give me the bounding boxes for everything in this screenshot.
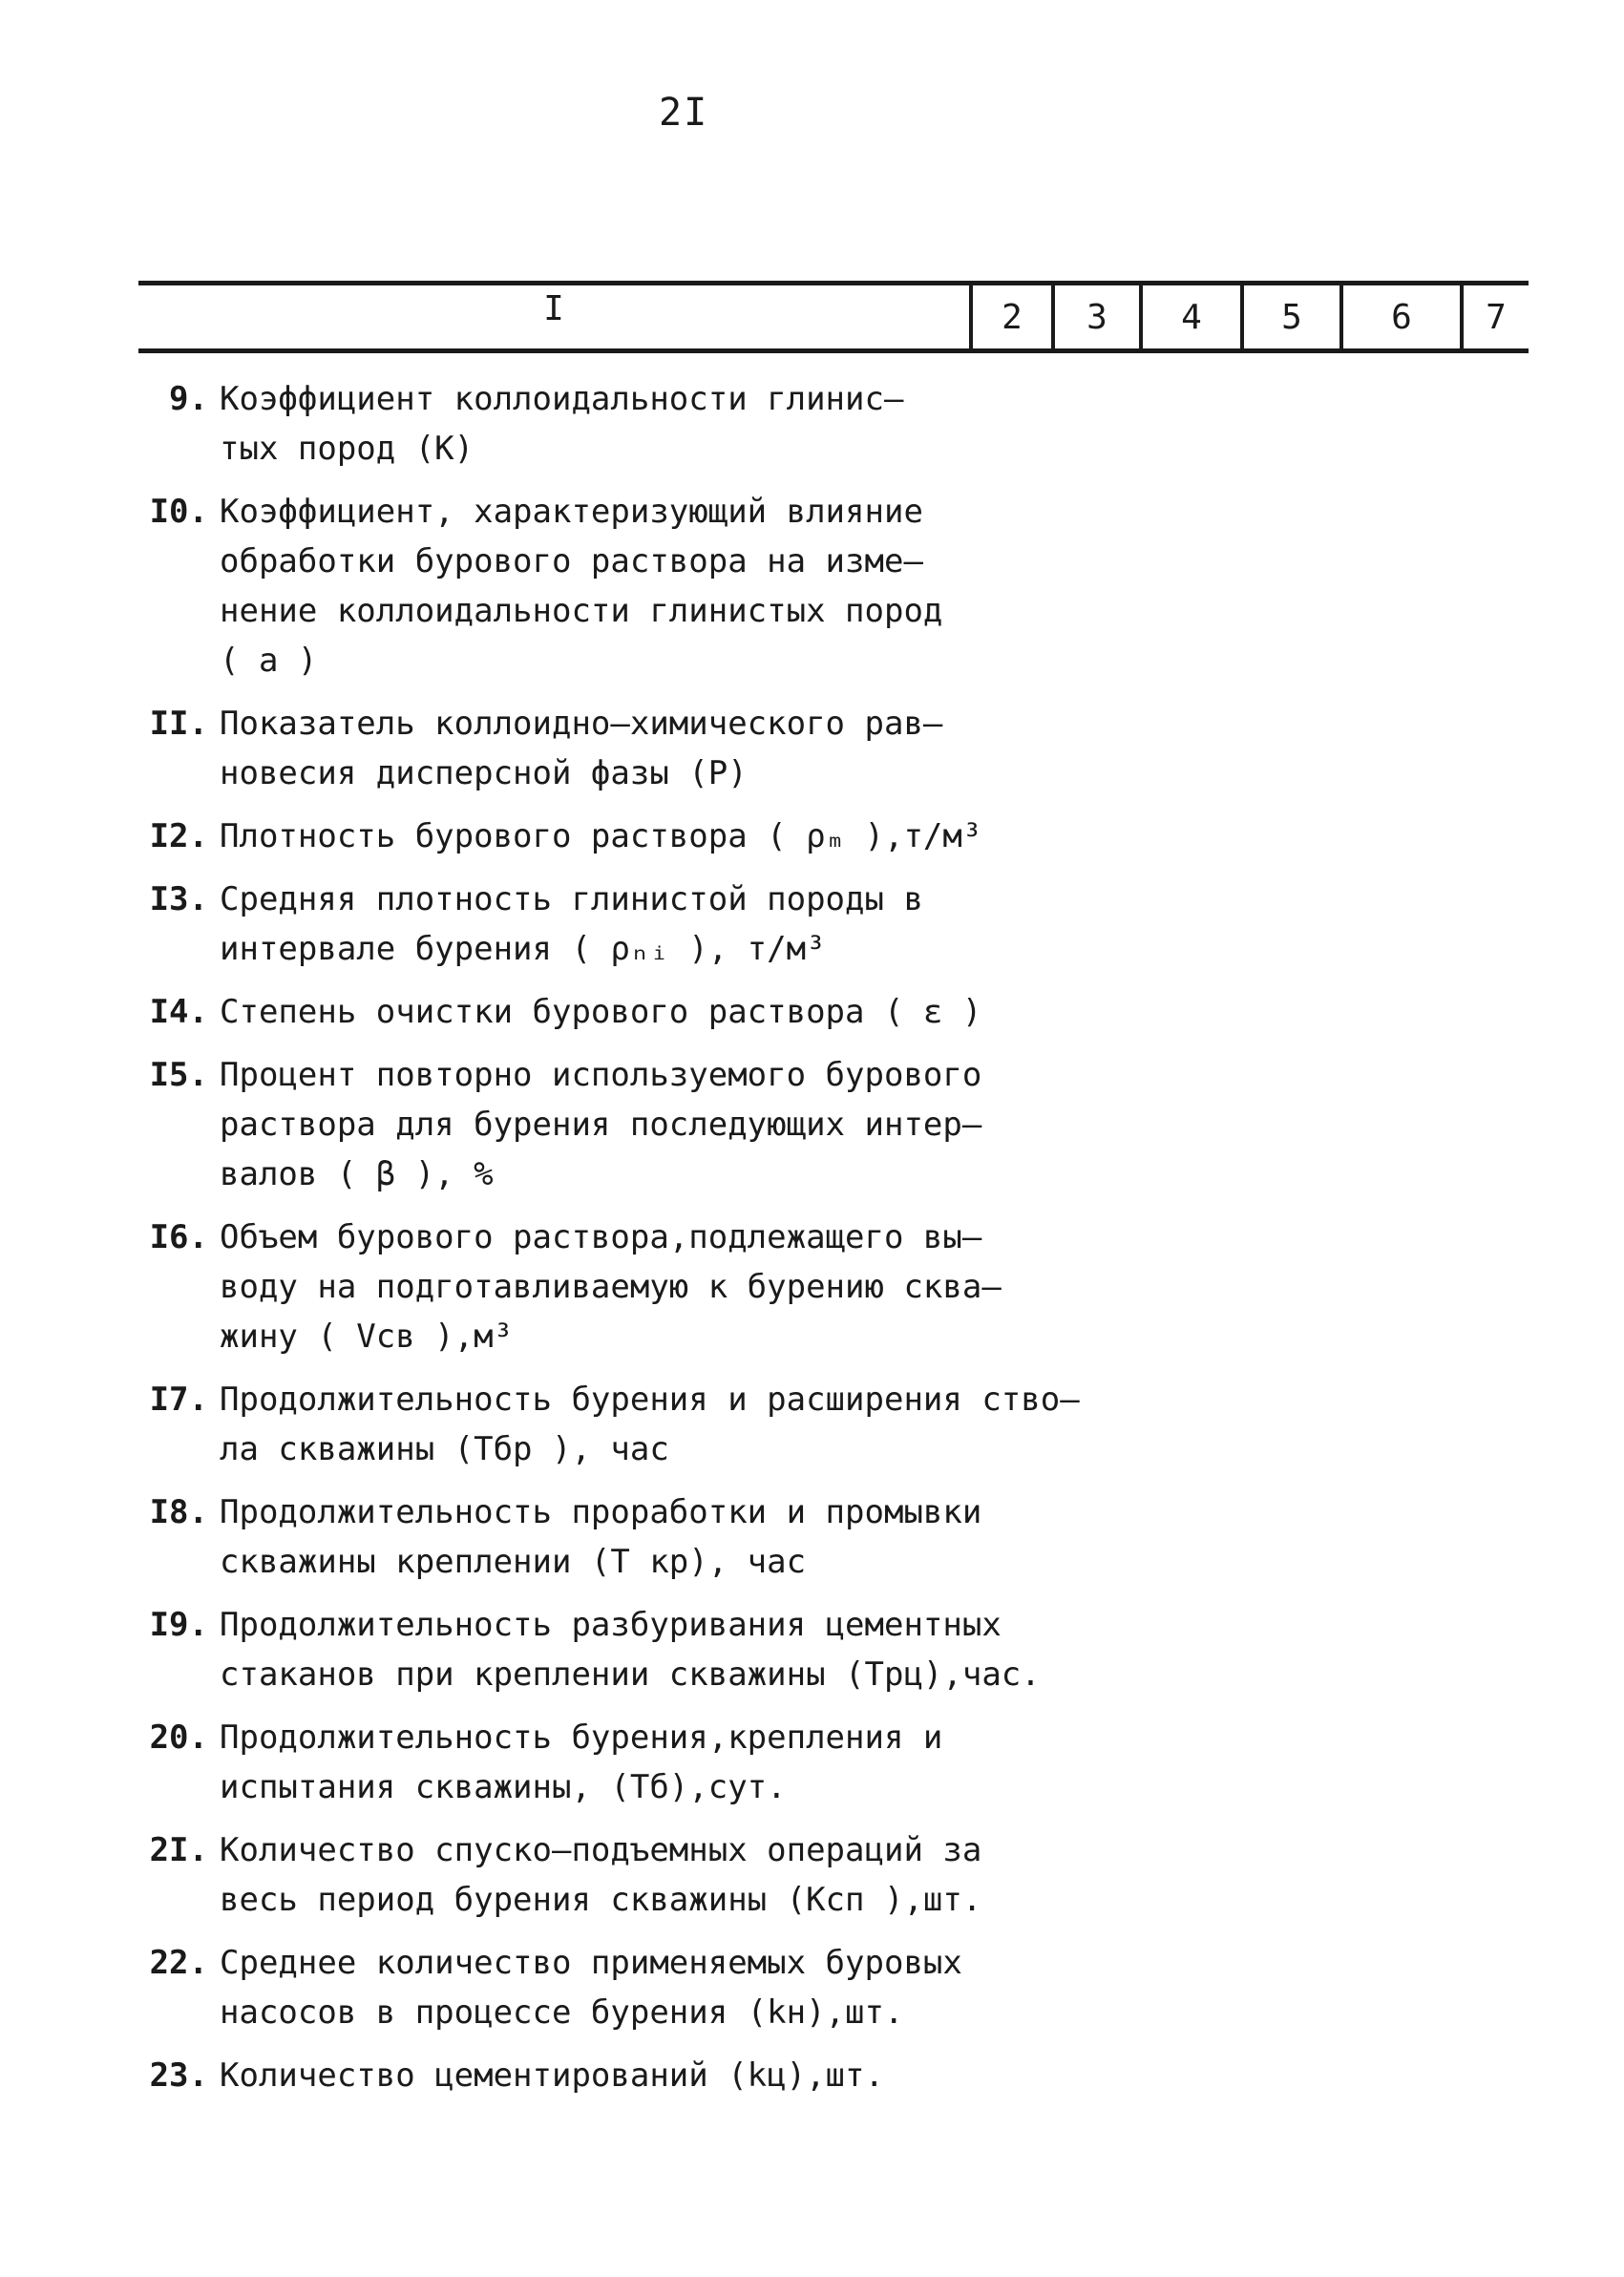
item-text — [220, 812, 1136, 861]
item-line: Показатель коллоидно–химического рав– — [220, 705, 943, 743]
item-line: Количество цементирований (kц),шт. — [220, 2056, 884, 2095]
item-line: Объем бурового раствора,подлежащего вы– — [220, 1218, 982, 1256]
item-text — [220, 487, 1136, 685]
item-number: I4. — [149, 993, 208, 1031]
item-line: скважины креплении (Т кр), час — [220, 1543, 807, 1581]
item-line: Плотность бурового раствора ( ρₘ ),т/м³ — [220, 817, 982, 855]
item-number: I3. — [149, 880, 208, 918]
item-line: ла скважины (Тбр ), час — [220, 1430, 669, 1468]
parameter-list — [124, 374, 1136, 2114]
item-line: нение коллоидальности глинистых пород — [220, 592, 943, 630]
item-line: Средняя плотность глинистой породы в — [220, 880, 923, 918]
column-header-2: 2 — [969, 285, 1051, 348]
list-item — [124, 1825, 1136, 1925]
item-number: 23. — [149, 2056, 208, 2095]
item-text — [220, 699, 1136, 798]
item-line: стаканов при креплении скважины (Трц),час. — [220, 1655, 1041, 1694]
item-text — [220, 1050, 1136, 1199]
list-item — [124, 1050, 1136, 1199]
list-item — [124, 987, 1136, 1037]
item-line: валов ( β ), % — [220, 1155, 494, 1193]
item-line: Коэффициент коллоидальности глинис– — [220, 380, 904, 418]
item-number: I7. — [149, 1381, 208, 1419]
item-line: новесия дисперсной фазы (Р) — [220, 754, 748, 792]
item-number: II. — [149, 705, 208, 743]
list-item — [124, 1487, 1136, 1587]
item-line: обработки бурового раствора на изме– — [220, 542, 923, 580]
item-number: I6. — [149, 1218, 208, 1256]
column-header-5: 5 — [1240, 285, 1339, 348]
list-item — [124, 699, 1136, 798]
item-text — [220, 1487, 1136, 1587]
list-item — [124, 1938, 1136, 2037]
column-header-7: 7 — [1460, 285, 1529, 348]
list-item — [124, 812, 1136, 861]
item-line: Процент повторно используемого бурового — [220, 1056, 982, 1094]
list-item — [124, 1713, 1136, 1812]
item-line: Степень очистки бурового раствора ( ε ) — [220, 993, 982, 1031]
list-item — [124, 374, 1136, 474]
list-item — [124, 1600, 1136, 1699]
item-line: насосов в процессе бурения (kн),шт. — [220, 1993, 904, 2032]
column-header-1: I — [543, 289, 564, 328]
item-text — [220, 1825, 1136, 1925]
column-header-6: 6 — [1339, 285, 1460, 348]
item-number: I8. — [149, 1493, 208, 1531]
item-line: Коэффициент, характеризующий влияние — [220, 493, 923, 531]
item-number: I9. — [149, 1606, 208, 1644]
item-text — [220, 374, 1136, 474]
item-text — [220, 2051, 1136, 2100]
list-item — [124, 1375, 1136, 1474]
list-item — [124, 2051, 1136, 2100]
page-number: 2I — [659, 91, 709, 135]
item-number: 9. — [169, 380, 208, 418]
item-number: I0. — [149, 493, 208, 531]
item-line: интервале бурения ( ρₙᵢ ), т/м³ — [220, 930, 826, 968]
item-line: Продолжительность разбуривания цементных — [220, 1606, 1002, 1644]
item-line: ( a ) — [220, 642, 318, 680]
column-header-4: 4 — [1139, 285, 1240, 348]
item-text — [220, 987, 1136, 1037]
item-number: I2. — [149, 817, 208, 855]
list-item — [124, 1212, 1136, 1361]
item-number: 22. — [149, 1944, 208, 1982]
item-line: тых пород (К) — [220, 430, 475, 468]
list-item — [124, 487, 1136, 685]
item-line: испытания скважины, (Тб),сут. — [220, 1768, 787, 1806]
item-line: Продолжительность бурения и расширения ство– — [220, 1381, 1080, 1419]
item-number: 20. — [149, 1718, 208, 1757]
item-line: воду на подготавливаемую к бурению сква– — [220, 1268, 1002, 1306]
item-text — [220, 1938, 1136, 2037]
column-header-3: 3 — [1051, 285, 1139, 348]
item-text — [220, 1212, 1136, 1361]
item-line: Продолжительность проработки и промывки — [220, 1493, 982, 1531]
item-line: Продолжительность бурения,крепления и — [220, 1718, 943, 1757]
item-text — [220, 1375, 1136, 1474]
item-text — [220, 875, 1136, 974]
item-number: 2I. — [149, 1831, 208, 1869]
item-line: жину ( Vсв ),м³ — [220, 1318, 514, 1356]
item-text — [220, 1600, 1136, 1699]
item-line: раствора для бурения последующих интер– — [220, 1106, 982, 1144]
list-item — [124, 875, 1136, 974]
table-header — [138, 281, 1529, 353]
item-line: Среднее количество применяемых буровых — [220, 1944, 962, 1982]
item-line: Количество спуско–подъемных операций за — [220, 1831, 982, 1869]
item-text — [220, 1713, 1136, 1812]
item-line: весь период бурения скважины (Ксп ),шт. — [220, 1881, 982, 1919]
item-number: I5. — [149, 1056, 208, 1094]
